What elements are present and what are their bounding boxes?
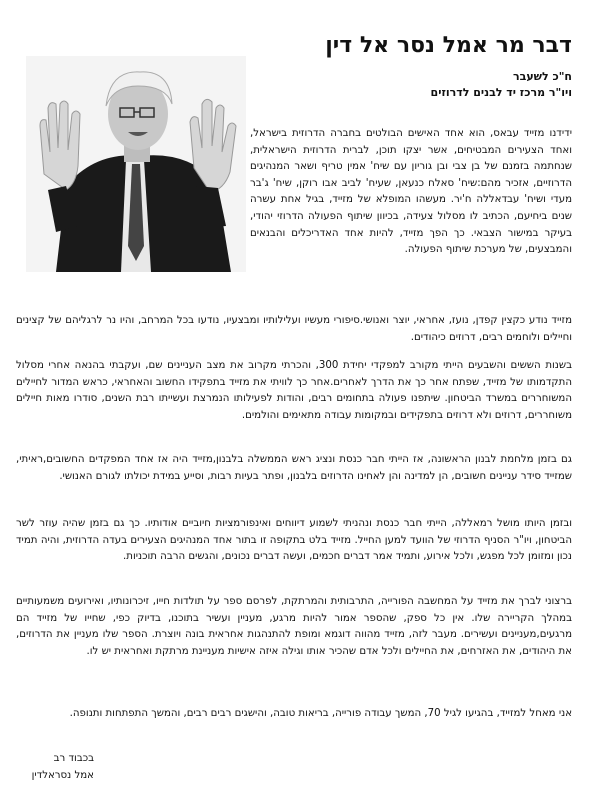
- author-former-role: ח"כ לשעבר: [512, 70, 572, 83]
- paragraph: אני מאחל למזייד, בהגיעו לגיל 70, המשך עבודה פורייה, בריאות טובה, והישגים רבים רבים, והמשך התפתחות ותנופה.: [69, 708, 572, 719]
- closing-signature: [14, 750, 94, 784]
- page-title: דבר מר אמל נסר אל דין: [325, 33, 572, 58]
- paragraph-intro: ידידנו מזייד עבאס, הוא אחד האישים הבולטים בחברה הדרוזית בישראל, ואחד הצעירים המבטיחים, אשר יצקו תוכן, לברית הדרוזית הישראלית, שנחתמה בזמנם של בן צבי ובן גוריון עם שיח' אמין טריף ושאר המנהיגים הדרוזיים, אזכיר מהם:שיח' סאלח כנעאן, שעיח' לביב אבו רוקן, שיח' ג'בר מעדי ושיח' עבדאללה ח'יר. מעשהו המופלא של מזייד, בגיל אחת עשרה שנים ביחיעם, הכתיב לו מסלול צעידה, בכיוון שיתוף הפעולה הדרוזי יהודי, בעיקר במישור הצבאי. כך הפך מזייד, להיות אחד האדריכלים והבנאים והמבצעים, של מערכת שיתוף הפעולה.: [250, 128, 572, 256]
- closing-regards: בכבוד רב: [53, 753, 94, 764]
- paragraph: ברצוני לברך את מזייד על המחשבה הפורייה, התרבותית והמרתקת, לפרסם ספר על תולדות חייו, זיכרונותיו, ואירועים משמעותיים במהלך הקריירה שלו. אין כל ספק, שהספר אמור להיות מרגע, מעניין ועשיר בתוכנו, בדיוק כפי, שחייו של מזייד הם מרגעים,מעניינים ועשירים. מעבר לזה, מזייד מהווה דוגמא ומופת להתנהגות אחראית בונה ויוצרת. הספר שלו מעניין את הדרוזים, את היהודים, את האזרחים, את החיילים ולכל אדם שהכיר אותו וגילה איזה אישיות מעניינת מרתקת ואחראית יש לו.: [16, 596, 572, 657]
- paragraph: ובזמן היותו מושל רמאללה, הייתי חבר כנסת ונהניתי לשמוע דיווחים ואינפורמציות חיוביים אודותיו. כך גם בזמן שהיה עוזר לשר הביטחון, ויו"ר הסניף הדרוזי של הוועד למען החייל. מזייד בלט בתקופה זו בתור אחד המנהיגים הצעירים בעדה הדרוזית, והיה תמיד נכון ומזומן לכל מפגש, ולכל אירוע, ותמיד אמר דברים חכמים, ועשה דברים נכונים, והגשים הרבה תוכניות.: [16, 518, 572, 563]
- author-current-role: ויו"ר מרכז יד לבנים לדרוזים: [430, 86, 572, 99]
- author-photo: [26, 56, 246, 272]
- paragraph: מזייד נודע כקצין קפדן, נועז, אחראי, יוצר ואנושי.סיפורי מעשיו ועלילותיו ומבצעיו, נודעו בכל המרחב, והיו נר לרגליהם של קצינים וחיילים ולוחמים רבים, דרוזים כיהודים.: [16, 315, 572, 343]
- paragraph: בשנות הששים והשבעים הייתי מקורב למפקדי יחידת 300, והכרתי מקרוב את מצב העניינים שם, ועקבתי בהנאה אחרי מסלול התקדמותו של מזייד, שפתח אחר כך את הדרך לאחרים.אחר כך לוויתי את מזייד בתפקידו החשוב והאחראי, כראש המדור לחיילים המשוחררים במשרד הביטחון. שיתפנו פעולה בתחומים רבים, והודות לפעילותו הנמרצת ועשייתו רבת השנים, סודרו מאות חיילים משוחררים, דרוזים ולא דרוזים בתפקידים ובמקומות עבודה מתאימים והולמים.: [16, 360, 572, 421]
- signature-name: אמל נסראלדין: [31, 770, 94, 781]
- paragraph: גם בזמן מלחמת לבנון הראשונה, אז הייתי חבר כנסת ונציג ראש הממשלה בלבנון,מזייד היה אז אחד המפקדים החשובים,ראיתי, שמזייד סידר עניינים חשובים, הן למדינה והן לאחינו הדרוזים בלבנון, ופתר בעיות רבות, וסייע במידת יכולתו לגורם האנושי.: [16, 454, 572, 482]
